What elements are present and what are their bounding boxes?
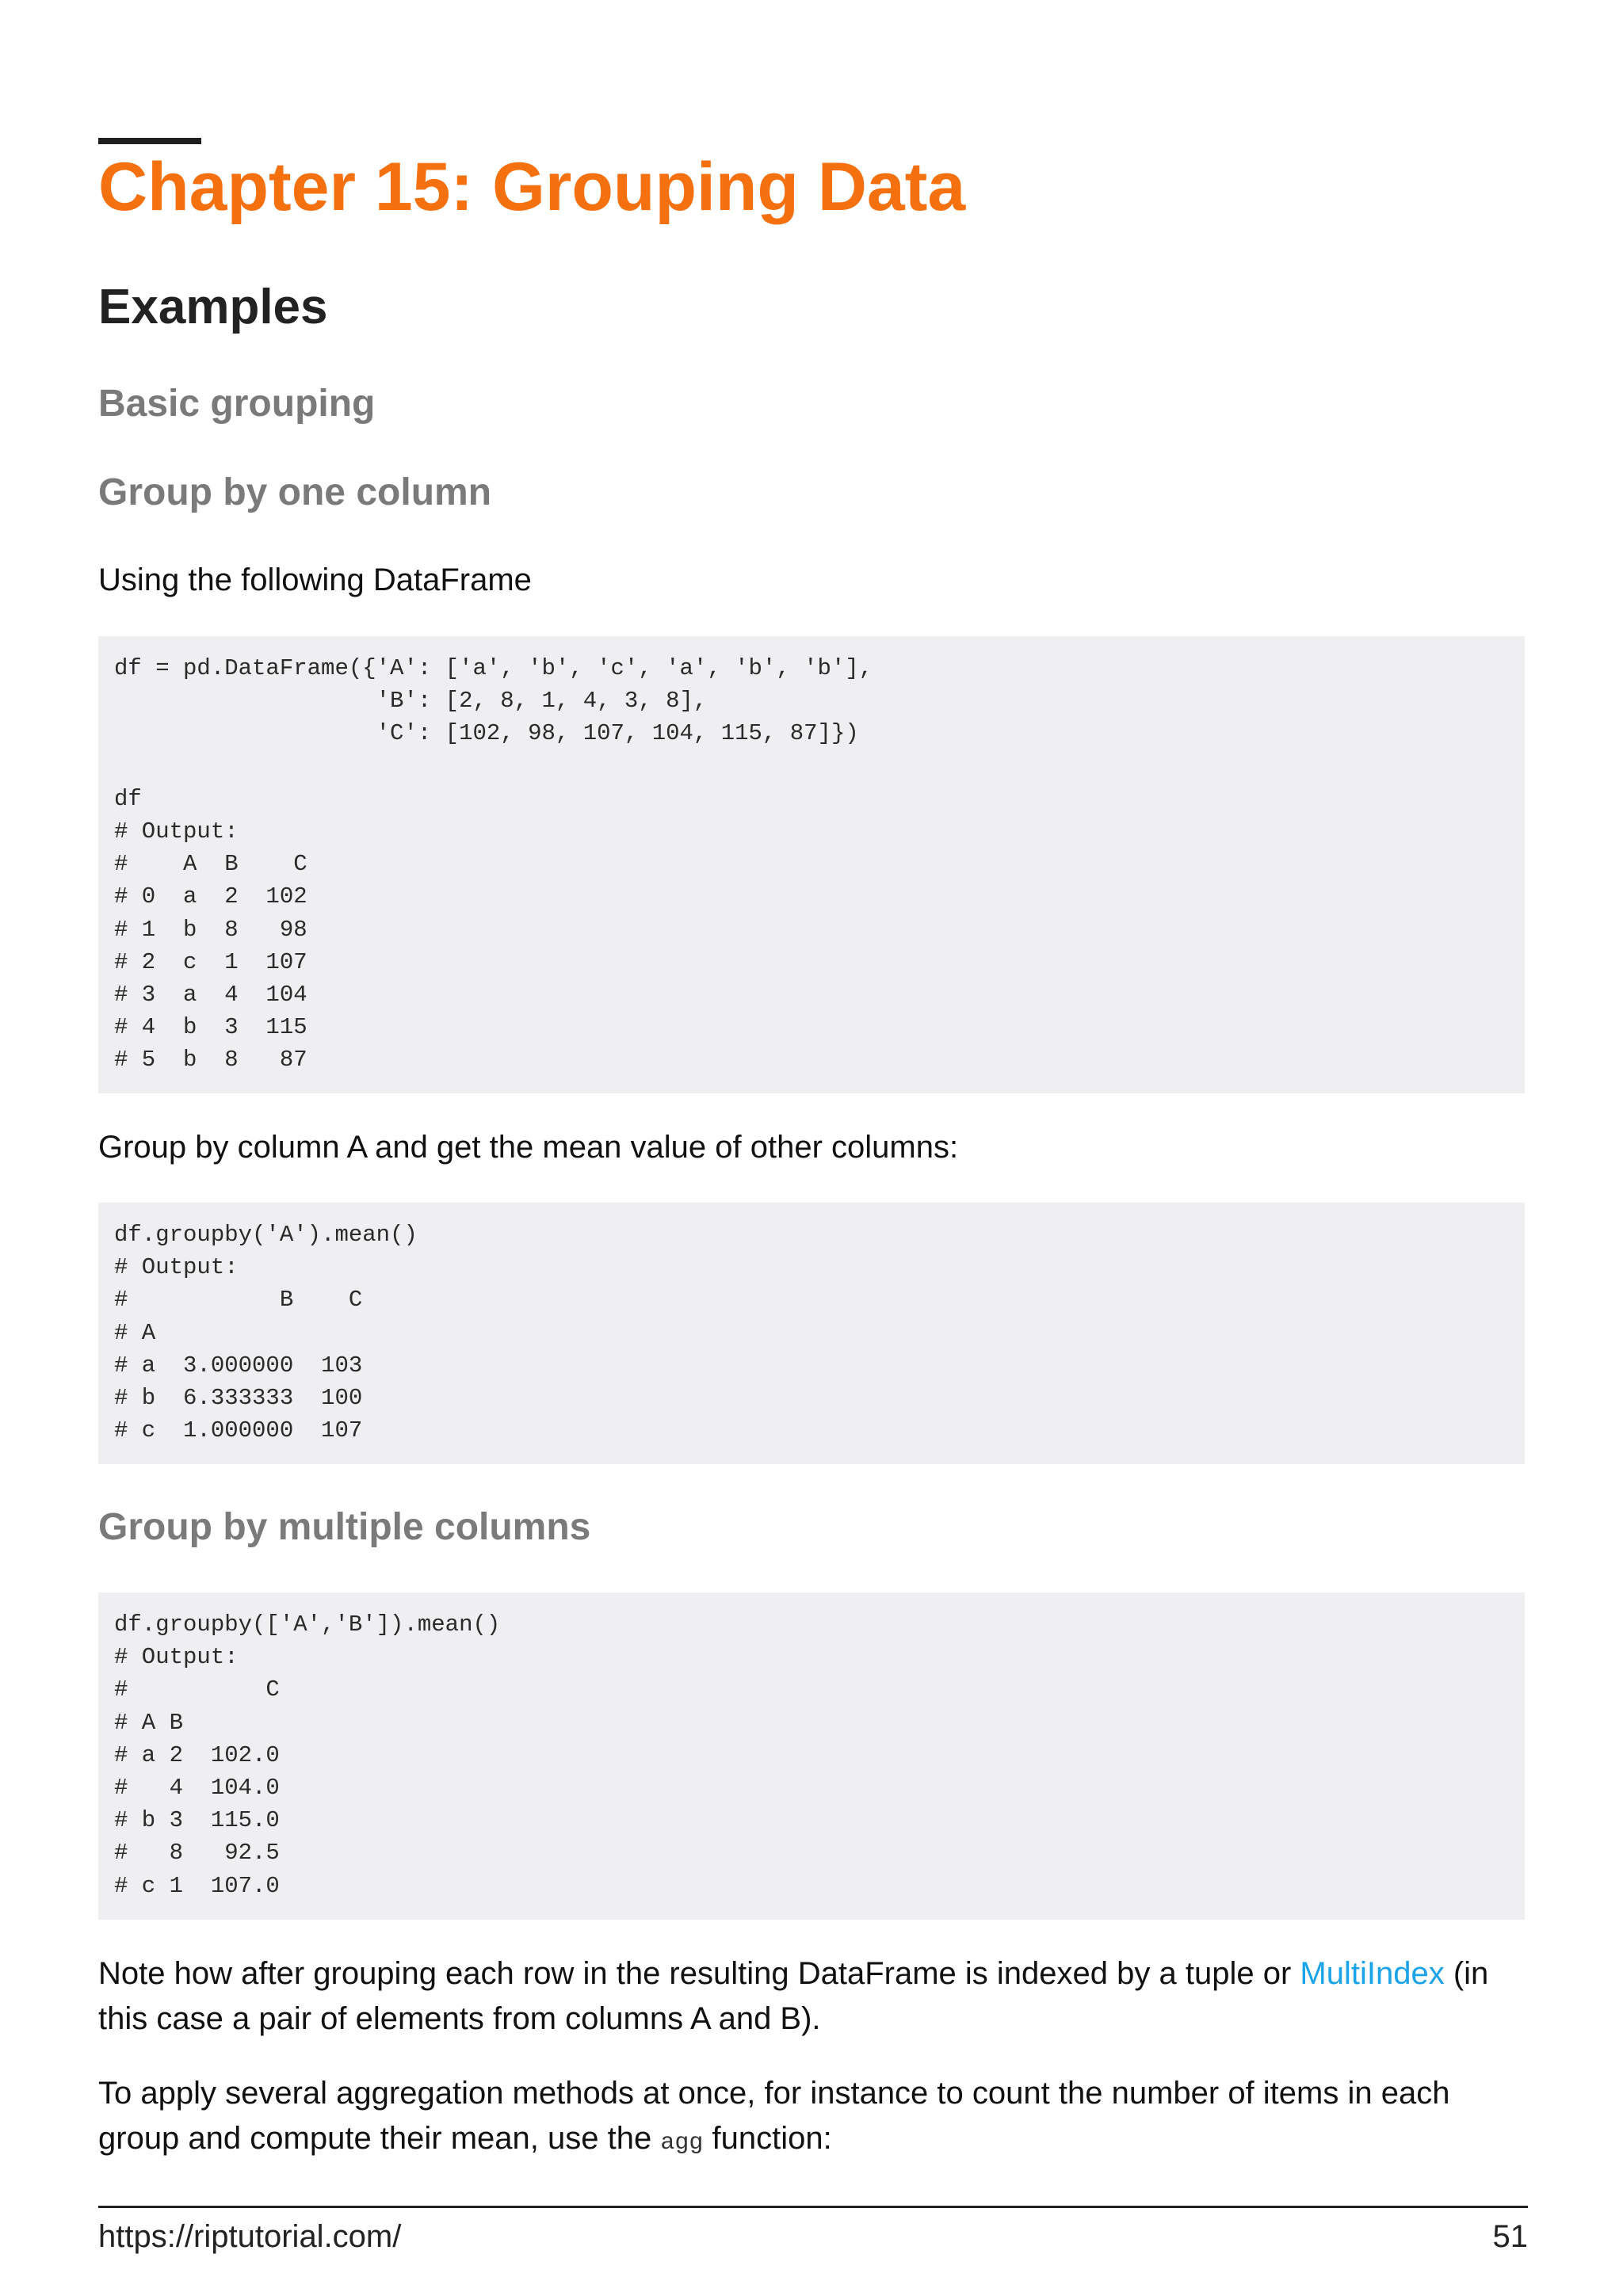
agg-inline-code: agg (660, 2130, 704, 2157)
footer-url-link[interactable]: https://riptutorial.com/ (98, 2219, 402, 2254)
groupby-one-code: df.groupby('A').mean() # Output: # B C # A # a 3.000000 103 # b 6.333333 100 # c 1.000000 107 (114, 1222, 418, 1444)
chapter-title: Chapter 15: Grouping Data (98, 149, 966, 225)
chapter-title-rule (98, 138, 201, 144)
examples-heading: Examples (98, 280, 328, 334)
note-text-before-link: Note how after grouping each row in the resulting DataFrame is indexed by a tuple or (98, 1956, 1300, 1991)
agg-text-before-code: To apply several aggregation methods at once, for instance to count the number of items in each group and compute their mean, use the (98, 2076, 1450, 2156)
multiindex-note-paragraph (98, 1951, 1525, 2042)
agg-paragraph (98, 2071, 1525, 2166)
note-text-after-link: (in this case a pair of elements from columns A and B). (98, 1956, 1489, 2036)
basic-grouping-heading: Basic grouping (98, 383, 376, 425)
groupby-one-code-block (98, 1203, 1525, 1464)
dataframe-code: df = pd.DataFrame({'A': ['a', 'b', 'c', 'a', 'b', 'b'], 'B': [2, 8, 1, 4, 3, 8], 'C': [102, 98, 107, 104, 115, 87]}) df # Output: # A B C # 0 a 2 102 # 1 b 8 98 # 2 c 1 107 # 3 a 4 104 # 4 b 3 115 # 5 b 8 87 (114, 655, 873, 1074)
group-by-multiple-columns-heading: Group by multiple columns (98, 1506, 591, 1548)
intro-paragraph: Using the following DataFrame (98, 563, 532, 597)
page-number: 51 (1492, 2219, 1528, 2254)
groupby-multi-code-block (98, 1592, 1525, 1920)
multiindex-link[interactable]: MultiIndex (1300, 1956, 1445, 1991)
footer-divider (98, 2206, 1528, 2208)
agg-text-after-code: function: (703, 2121, 832, 2156)
group-by-one-column-heading: Group by one column (98, 471, 492, 513)
group-by-a-paragraph: Group by column A and get the mean value of other columns: (98, 1130, 959, 1165)
dataframe-code-block (98, 636, 1525, 1093)
groupby-multi-code: df.groupby(['A','B']).mean() # Output: # C # A B # a 2 102.0 # 4 104.0 # b 3 115.0 # 8 92.5 # c 1 107.0 (114, 1611, 501, 1899)
